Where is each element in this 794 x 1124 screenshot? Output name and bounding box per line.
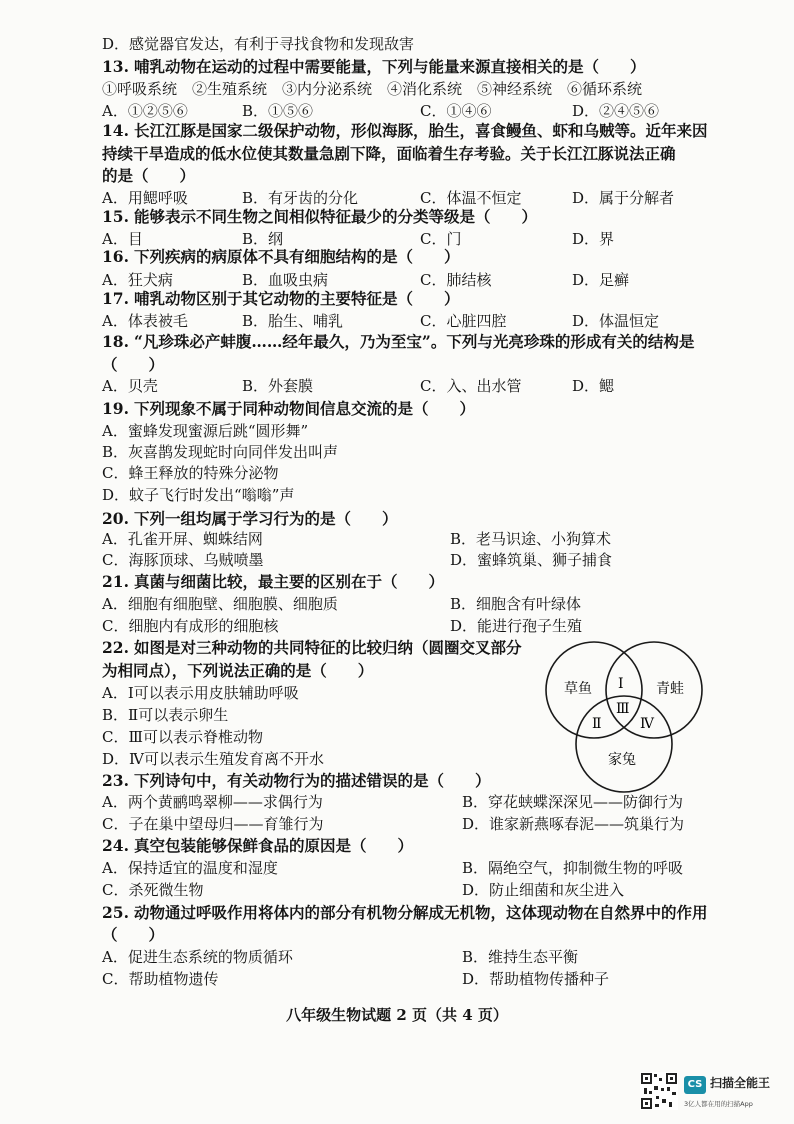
question-19 — [102, 398, 475, 420]
q14-stem-line3: 的是（ ） — [102, 166, 196, 185]
question-stem: 下列一组均属于学习行为的是（ ） — [134, 509, 398, 528]
q25-option-a: A．促进生态系统的物质循环 — [102, 948, 293, 966]
question-22 — [102, 637, 522, 659]
question-14 — [102, 120, 708, 142]
q24-option-b: B．隔绝空气，抑制微生物的呼吸 — [462, 859, 684, 877]
question-stem: 下列疾病的病原体不具有细胞结构的是（ ） — [134, 247, 460, 266]
question-stem: 真空包装能够保鲜食品的原因是（ ） — [134, 836, 414, 855]
q22-stem-line2: 为相同点），下列说法正确的是（ ） — [102, 661, 374, 680]
q18-option-c: C．入、出水管 — [420, 377, 522, 395]
question-stem: 哺乳动物区别于其它动物的主要特征是（ ） — [134, 289, 460, 308]
q19-option-a: A．蜜蜂发现蜜源后跳“圆形舞” — [102, 422, 309, 440]
question-17 — [102, 288, 460, 310]
q22-option-b: B．Ⅱ可以表示卵生 — [102, 706, 229, 724]
q23-option-b: B．穿花蛱蝶深深见——防御行为 — [462, 793, 684, 811]
question-16 — [102, 246, 460, 268]
q13-option-d: D．②④⑤⑥ — [572, 102, 660, 120]
venn-region-3: Ⅲ — [616, 701, 630, 717]
q17-option-b: B．胎生、哺乳 — [242, 312, 344, 330]
q24-option-a: A．保持适宜的温度和湿度 — [102, 859, 278, 877]
q17-option-c: C．心脏四腔 — [420, 312, 507, 330]
question-stem: “凡珍珠必产蚌腹……经年最久，乃为至宝”。下列与光亮珍珠的形成有关的结构是 — [134, 332, 695, 351]
q14-option-a: A．用鳃呼吸 — [102, 189, 188, 207]
question-number: 24. — [102, 836, 129, 855]
qr-code-icon — [640, 1072, 678, 1110]
q24-option-c: C．杀死微生物 — [102, 881, 204, 899]
q17-option-d: D．体温恒定 — [572, 312, 660, 330]
question-stem: 下列现象不属于同种动物间信息交流的是（ ） — [134, 399, 476, 418]
question-21 — [102, 571, 444, 593]
q16-option-a: A．狂犬病 — [102, 271, 173, 289]
venn-label-frog: 青蛙 — [656, 681, 684, 697]
q19-option-c: C．蜂王释放的特殊分泌物 — [102, 464, 279, 482]
q15-option-d: D．界 — [572, 230, 615, 248]
question-24 — [102, 835, 413, 857]
q18-option-d: D．鳃 — [572, 377, 615, 395]
q22-option-c: C．Ⅲ可以表示脊椎动物 — [102, 728, 263, 746]
question-stem: 如图是对三种动物的共同特征的比较归纳（圆圈交叉部分 — [134, 638, 522, 657]
q25-option-b: B．维持生态平衡 — [462, 948, 579, 966]
question-number: 14. — [102, 121, 129, 140]
question-number: 13. — [102, 57, 129, 76]
q13-option-c: C．①④⑥ — [420, 102, 492, 120]
question-stem: 下列诗句中，有关动物行为的描述错误的是（ ） — [134, 771, 491, 790]
q16-option-d: D．足癣 — [572, 271, 630, 289]
question-stem: 能够表示不同生物之间相似特征最少的分类等级是（ ） — [134, 207, 538, 226]
venn-diagram — [532, 640, 732, 800]
q17-option-a: A．体表被毛 — [102, 312, 188, 330]
question-20 — [102, 508, 398, 530]
q16-option-c: C．肺结核 — [420, 271, 492, 289]
q22-option-a: A．Ⅰ可以表示用皮肤辅助呼吸 — [102, 684, 299, 702]
question-number: 20. — [102, 509, 129, 528]
q21-option-b: B．细胞含有叶绿体 — [450, 595, 582, 613]
q19-option-d: D．蚊子飞行时发出“嗡嗡”声 — [102, 486, 295, 504]
q25-option-c: C．帮助植物遗传 — [102, 970, 219, 988]
q13-option-b: B．①⑤⑥ — [242, 102, 314, 120]
q14-option-b: B．有牙齿的分化 — [242, 189, 359, 207]
question-13 — [102, 56, 646, 78]
question-number: 22. — [102, 638, 129, 657]
q15-option-a: A．目 — [102, 230, 143, 248]
q20-option-b: B．老马识途、小狗算术 — [450, 530, 612, 548]
question-number: 19. — [102, 399, 129, 418]
q14-option-c: C．体温不恒定 — [420, 189, 522, 207]
q24-option-d: D．防止细菌和灰尘进入 — [462, 881, 625, 899]
q18-option-b: B．外套膜 — [242, 377, 314, 395]
q22-option-d: D．Ⅳ可以表示生殖发育离不开水 — [102, 750, 325, 768]
q18-stem-line2: （ ） — [102, 355, 165, 374]
q21-option-a: A．细胞有细胞壁、细胞膜、细胞质 — [102, 595, 338, 613]
page-footer: 八年级生物试题 2 页（共 4 页） — [286, 1006, 508, 1024]
q14-stem-line2: 持续干旱造成的低水位使其数量急剧下降，面临着生存考验。关于长江江豚说法正确 — [102, 144, 676, 163]
venn-label-rabbit: 家兔 — [608, 752, 636, 768]
q18-option-a: A．贝壳 — [102, 377, 158, 395]
scanner-tagline: 3亿人都在用的扫描App — [684, 1100, 753, 1108]
question-number: 25. — [102, 903, 129, 922]
q13-option-a: A．①②⑤⑥ — [102, 102, 188, 120]
question-stem: 动物通过呼吸作用将体内的部分有机物分解成无机物，这体现动物在自然界中的作用 — [134, 903, 708, 922]
q25-stem-line2: （ ） — [102, 925, 165, 944]
q12-option-d: D．感觉器官发达，有利于寻找食物和发现敌害 — [102, 35, 415, 53]
question-number: 23. — [102, 771, 129, 790]
venn-region-4: Ⅳ — [640, 716, 654, 732]
question-15 — [102, 206, 537, 228]
q21-option-c: C．细胞内有成形的细胞核 — [102, 617, 279, 635]
scanner-app-name: 扫描全能王 — [710, 1076, 771, 1090]
q21-option-d: D．能进行孢子生殖 — [450, 617, 583, 635]
question-stem: 哺乳动物在运动的过程中需要能量，下列与能量来源直接相关的是（ ） — [134, 57, 646, 76]
q20-option-c: C．海豚顶球、乌贼喷墨 — [102, 551, 264, 569]
q15-option-c: C．门 — [420, 230, 462, 248]
q15-option-b: B．纲 — [242, 230, 284, 248]
question-number: 21. — [102, 572, 129, 591]
q23-option-d: D．谁家新燕啄春泥——筑巢行为 — [462, 815, 685, 833]
q25-option-d: D．帮助植物传播种子 — [462, 970, 610, 988]
question-number: 15. — [102, 207, 129, 226]
venn-region-1: Ⅰ — [618, 676, 624, 692]
q23-option-a: A．两个黄鹂鸣翠柳——求偶行为 — [102, 793, 323, 811]
question-23 — [102, 770, 491, 792]
question-18 — [102, 331, 694, 353]
question-number: 18. — [102, 332, 129, 351]
question-number: 17. — [102, 289, 129, 308]
q14-option-d: D．属于分解者 — [572, 189, 675, 207]
venn-region-2: Ⅱ — [592, 716, 602, 732]
q13-item-list: ①呼吸系统 ②生殖系统 ③内分泌系统 ④消化系统 ⑤神经系统 ⑥循环系统 — [102, 80, 643, 98]
q20-option-a: A．孔雀开屏、蜘蛛结网 — [102, 530, 263, 548]
venn-label-grass-carp: 草鱼 — [564, 681, 592, 697]
q23-option-c: C．子在巢中望母归——育雏行为 — [102, 815, 324, 833]
camscanner-logo-icon: CS — [684, 1076, 706, 1094]
question-stem: 长江江豚是国家二级保护动物，形似海豚，胎生，喜食鳗鱼、虾和乌贼等。近年来因 — [134, 121, 708, 140]
q19-option-b: B．灰喜鹊发现蛇时向同伴发出叫声 — [102, 443, 339, 461]
question-stem: 真菌与细菌比较，最主要的区别在于（ ） — [134, 572, 445, 591]
q20-option-d: D．蜜蜂筑巢、狮子捕食 — [450, 551, 613, 569]
question-25 — [102, 902, 708, 924]
question-number: 16. — [102, 247, 129, 266]
q16-option-b: B．血吸虫病 — [242, 271, 329, 289]
